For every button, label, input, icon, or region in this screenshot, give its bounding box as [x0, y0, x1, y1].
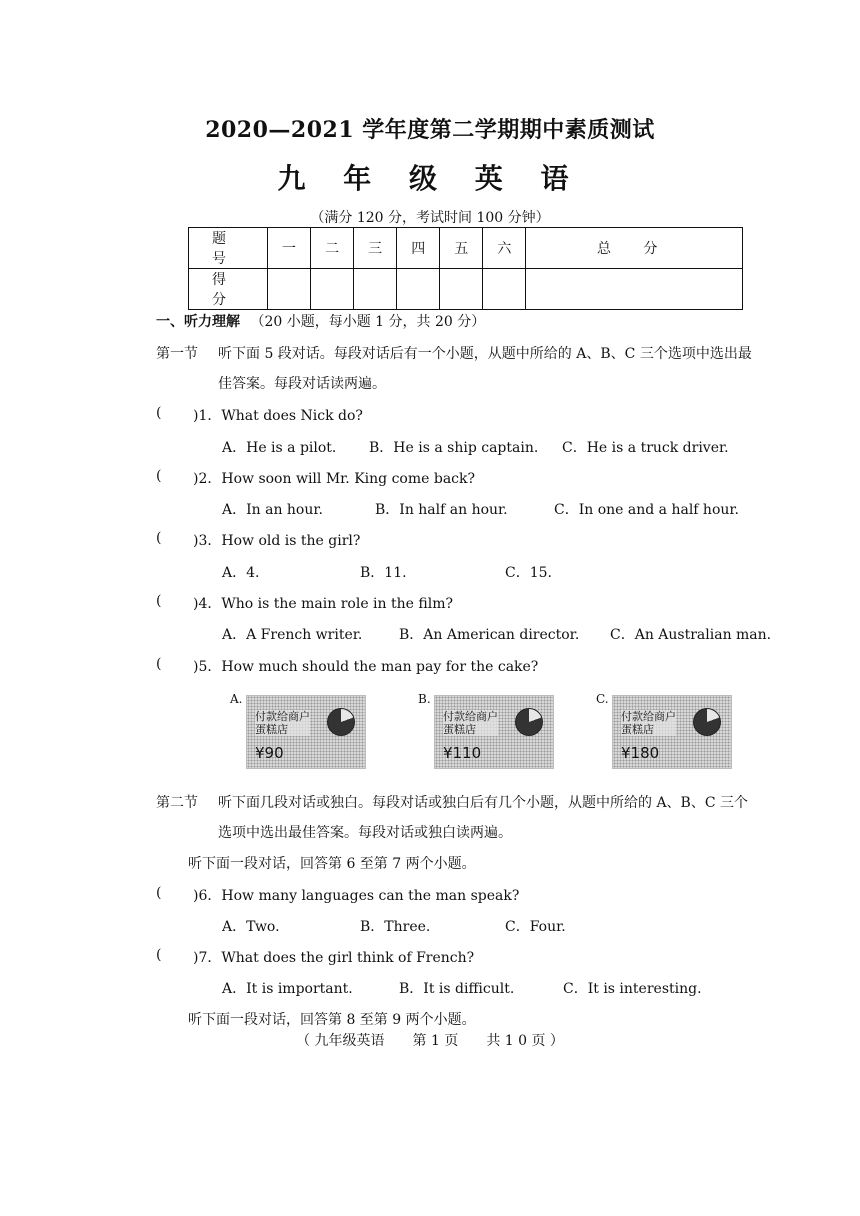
exam-title: 2020—2021 学年度第二学期期中素质测试 — [205, 117, 655, 143]
score-blank-cell[interactable] — [311, 269, 354, 310]
q5-option-b-letter[interactable]: B. — [418, 692, 431, 706]
score-cell: 二 — [311, 228, 354, 269]
part2-label: 第二节 — [156, 795, 198, 811]
pay-logo-icon — [515, 708, 543, 736]
page-footer: （ 九年级英语 第 1 页 共 1 0 页 ） — [296, 1033, 564, 1049]
question-3 — [193, 530, 360, 550]
question-number: )6． — [193, 888, 222, 904]
q3-option-b[interactable]: B．11. — [360, 565, 407, 581]
question-text: Who is the main role in the film? — [221, 596, 453, 612]
subject-title: 九 年 级 英 语 — [277, 162, 583, 195]
exam-subtitle: （满分 120 分，考试时间 100 分钟） — [310, 210, 550, 226]
question-number: )2． — [193, 471, 222, 487]
pay-card-price: ¥90 — [255, 744, 284, 762]
q6-option-c[interactable]: C．Four. — [505, 919, 566, 935]
question-number: )5． — [193, 659, 222, 675]
question-4 — [193, 593, 453, 613]
answer-blank-q2[interactable]: ( — [156, 468, 162, 484]
score-blank-cell[interactable] — [483, 269, 526, 310]
question-2 — [193, 468, 475, 488]
q5-option-a-payment-image[interactable] — [246, 695, 366, 769]
question-text: How soon will Mr. King come back? — [221, 471, 475, 487]
answer-blank-q6[interactable]: ( — [156, 885, 162, 901]
q5-option-a-letter[interactable]: A. — [230, 692, 243, 706]
pay-card-merchant: 付款给商户 — [255, 710, 310, 723]
section-heading-row — [156, 311, 485, 331]
question-7 — [193, 947, 474, 967]
part2-instruction-line2: 选项中选出最佳答案。每段对话或独白读两遍。 — [218, 825, 512, 841]
score-blank-cell[interactable] — [354, 269, 397, 310]
question-text: How much should the man pay for the cake? — [221, 659, 539, 675]
q5-option-c-payment-image[interactable] — [612, 695, 732, 769]
score-cell: 一 — [268, 228, 311, 269]
q1-option-c[interactable]: C．He is a truck driver. — [562, 440, 729, 456]
score-cell: 五 — [440, 228, 483, 269]
score-cell-label: 题 号 — [189, 228, 268, 269]
question-text: How many languages can the man speak? — [221, 888, 520, 904]
part1-label: 第一节 — [156, 346, 198, 362]
question-number: )1． — [193, 408, 222, 424]
answer-blank-q4[interactable]: ( — [156, 593, 162, 609]
part2-instruction-line1: 听下面几段对话或独白。每段对话或独白后有几个小题，从题中所给的 A、B、C 三个 — [218, 795, 749, 811]
score-blank-cell[interactable] — [397, 269, 440, 310]
score-cell: 六 — [483, 228, 526, 269]
q3-option-c[interactable]: C．15. — [505, 565, 552, 581]
pay-card-merchant: 付款给商户 — [621, 710, 676, 723]
pay-card-shop: 蛋糕店 — [621, 723, 654, 736]
question-number: )7． — [193, 950, 222, 966]
pay-logo-icon — [693, 708, 721, 736]
score-cell: 三 — [354, 228, 397, 269]
section-heading-note: （20 小题，每小题 1 分，共 20 分） — [250, 314, 486, 330]
answer-blank-q1[interactable]: ( — [156, 405, 162, 421]
score-table — [188, 227, 743, 310]
part1-instruction-line2: 佳答案。每段对话读两遍。 — [218, 376, 386, 392]
q4-option-b[interactable]: B．An American director. — [399, 627, 580, 643]
score-table-header-row — [189, 228, 743, 269]
q3-option-a[interactable]: A．4. — [222, 565, 260, 581]
q2-option-a[interactable]: A．In an hour. — [222, 502, 323, 518]
pay-card-merchant: 付款给商户 — [443, 710, 498, 723]
question-text: What does the girl think of French? — [221, 950, 475, 966]
section-heading: 一、听力理解 — [156, 314, 240, 330]
answer-blank-q3[interactable]: ( — [156, 530, 162, 546]
score-table-score-row — [189, 269, 743, 310]
score-cell-label: 得 分 — [189, 269, 268, 310]
question-number: )3． — [193, 533, 222, 549]
dialog-intro-8-9: 听下面一段对话，回答第 8 至第 9 两个小题。 — [188, 1012, 476, 1028]
answer-blank-q7[interactable]: ( — [156, 947, 162, 963]
q6-option-a[interactable]: A．Two. — [222, 919, 280, 935]
q6-option-b[interactable]: B．Three. — [360, 919, 431, 935]
question-text: What does Nick do? — [221, 408, 363, 424]
score-blank-cell[interactable] — [268, 269, 311, 310]
q2-option-c[interactable]: C．In one and a half hour. — [554, 502, 740, 518]
pay-card-price: ¥180 — [621, 744, 660, 762]
q4-option-c[interactable]: C．An Australian man. — [610, 627, 772, 643]
q4-option-a[interactable]: A．A French writer. — [222, 627, 363, 643]
q5-option-c-letter[interactable]: C. — [596, 692, 609, 706]
question-text: How old is the girl? — [221, 533, 361, 549]
dialog-intro-6-7: 听下面一段对话，回答第 6 至第 7 两个小题。 — [188, 856, 476, 872]
question-5 — [193, 656, 538, 676]
q7-option-a[interactable]: A．It is important. — [222, 981, 353, 997]
q2-option-b[interactable]: B．In half an hour. — [375, 502, 508, 518]
q7-option-b[interactable]: B．It is difficult. — [399, 981, 515, 997]
q5-option-b-payment-image[interactable] — [434, 695, 554, 769]
pay-card-shop: 蛋糕店 — [255, 723, 288, 736]
question-6 — [193, 885, 519, 905]
q1-option-a[interactable]: A．He is a pilot. — [222, 440, 337, 456]
score-cell: 总 分 — [526, 228, 743, 269]
question-1 — [193, 405, 363, 425]
pay-logo-icon — [327, 708, 355, 736]
q1-option-b[interactable]: B．He is a ship captain. — [369, 440, 539, 456]
question-number: )4． — [193, 596, 222, 612]
score-cell: 四 — [397, 228, 440, 269]
pay-card-shop: 蛋糕店 — [443, 723, 476, 736]
score-blank-cell[interactable] — [440, 269, 483, 310]
part1-instruction-line1: 听下面 5 段对话。每段对话后有一个小题，从题中所给的 A、B、C 三个选项中选出最 — [218, 346, 752, 362]
q7-option-c[interactable]: C．It is interesting. — [563, 981, 702, 997]
pay-card-price: ¥110 — [443, 744, 482, 762]
score-blank-cell[interactable] — [526, 269, 743, 310]
answer-blank-q5[interactable]: ( — [156, 656, 162, 672]
